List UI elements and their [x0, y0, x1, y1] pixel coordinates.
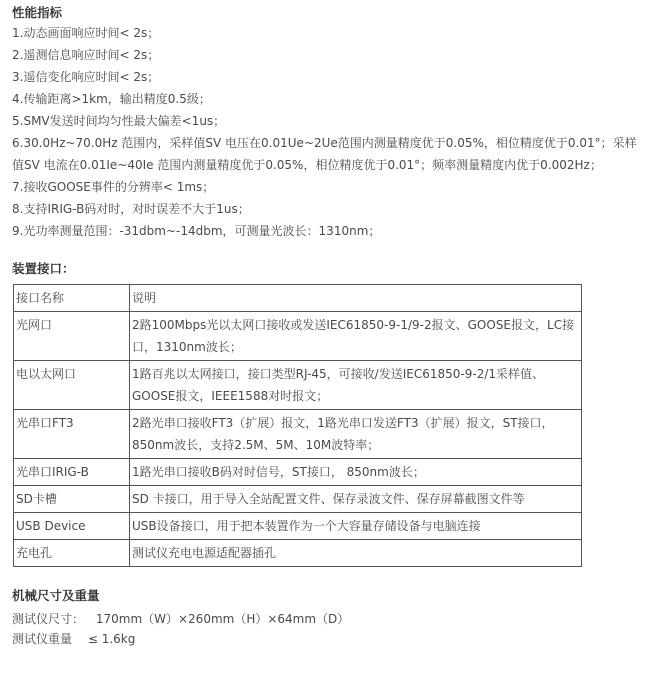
interface-desc-cell: 2路100Mbps光以太网口接收或发送IEC61850-9-1/9-2报文、GOOSE报文，LC接口，1310nm波长；: [130, 312, 582, 361]
table-row: [14, 410, 582, 459]
performance-item: 8.支持IRIG-B码对时，对时误差不大于1us；: [12, 202, 250, 216]
weight-label: 测试仪重量: [12, 632, 73, 646]
interface-name-cell: 电以太网口: [14, 361, 130, 410]
interface-desc-cell: 2路光串口接收FT3（扩展）报文，1路光串口发送FT3（扩展）报文，ST接口，850nm波长，支持2.5M、5M、10M波特率；: [130, 410, 582, 459]
interface-desc-cell: SD 卡接口，用于导入全站配置文件、保存录波文件、保存屏幕截图文件等: [130, 486, 582, 513]
interface-desc-cell: USB设备接口，用于把本装置作为一个大容量存储设备与电脑连接: [130, 513, 582, 540]
interface-name-cell: 光串口FT3: [14, 410, 130, 459]
table-header-row: [14, 285, 582, 312]
interface-desc-cell: 1路光串口接收B码对时信号，ST接口， 850nm波长；: [130, 459, 582, 486]
section-title-performance: 性能指标: [12, 5, 63, 20]
size-value: 170mm（W）×260mm（H）×64mm（D）: [95, 612, 350, 626]
size-label: 测试仪尺寸：: [12, 612, 85, 626]
interface-desc-cell: 1路百兆以太网接口，接口类型RJ-45，可接收/发送IEC61850-9-2/1采样值、GOOSE报文，IEEE1588对时报文；: [130, 361, 582, 410]
performance-item: 3.遥信变化响应时间< 2s；: [12, 70, 160, 84]
performance-item: 6.30.0Hz~70.0Hz 范围内，采样值SV 电压在0.01Ue~2Ue范围内测量精度优于0.05%，相位精度优于0.01°；采样值SV 电流在0.01Ie~40Ie 范围内测量精度优于0.05%，相位精度优于0.01°；频率测量精度内优于0.002Hz；: [12, 136, 637, 172]
interface-name-cell: 光串口IRIG-B: [14, 459, 130, 486]
performance-item: 1.动态画面响应时间< 2s；: [12, 26, 160, 40]
weight-line: [12, 629, 644, 649]
spec-document: [12, 4, 644, 649]
performance-item: 4.传输距离>1km，输出精度0.5级；: [12, 92, 211, 106]
interface-name-cell: SD卡槽: [14, 486, 130, 513]
performance-item: 7.接收GOOSE事件的分辨率< 1ms；: [12, 180, 215, 194]
size-line: [12, 609, 644, 629]
table-row: [14, 513, 582, 540]
table-header-cell: 接口名称: [14, 285, 130, 312]
section-title-dimensions: 机械尺寸及重量: [12, 588, 100, 603]
section-title-interfaces: 装置接口：: [12, 261, 75, 276]
interface-desc-cell: 测试仪充电电源适配器插孔: [130, 540, 582, 567]
table-row: [14, 540, 582, 567]
interface-name-cell: 光网口: [14, 312, 130, 361]
table-row: [14, 361, 582, 410]
table-row: [14, 312, 582, 361]
weight-value: ≤ 1.6kg: [87, 632, 136, 646]
performance-item: 9.光功率测量范围：-31dbm~-14dbm，可测量光波长：1310nm；: [12, 224, 381, 238]
performance-item: 5.SMV发送时间均匀性最大偏差<1us；: [12, 114, 226, 128]
table-row: [14, 459, 582, 486]
interface-name-cell: 充电孔: [14, 540, 130, 567]
interface-name-cell: USB Device: [14, 513, 130, 540]
interface-table: [13, 284, 582, 567]
performance-item: 2.遥测信息响应时间< 2s；: [12, 48, 160, 62]
table-header-cell: 说明: [130, 285, 582, 312]
table-row: [14, 486, 582, 513]
performance-list: [12, 22, 644, 242]
